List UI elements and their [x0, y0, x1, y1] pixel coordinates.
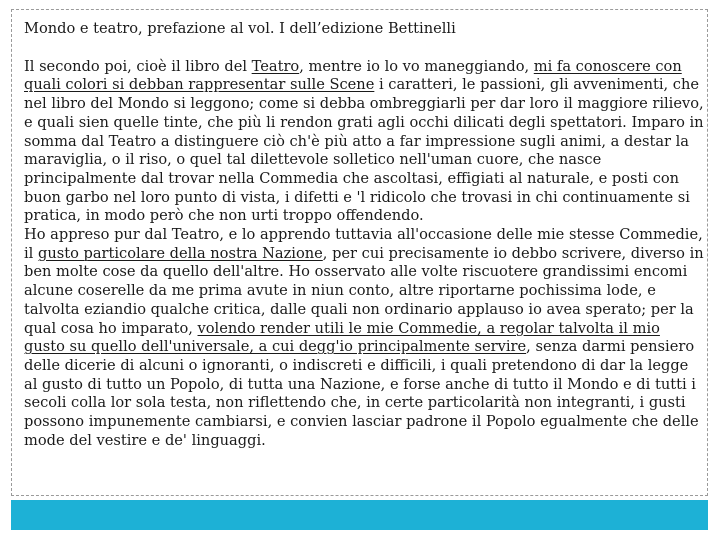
paragraph-2: [24, 226, 704, 450]
text-run: , per cui precisamente io debbo scrivere, diverso in ben molte cose da quello dell'altre. Ho osservato alle volte riscuotere grandissimi encomi alcune coserelle da me prima avute in niun conto, altre riportarne pochissima lode, e talvolta eziandio qualche critica, dalle quali non ordinario applauso io avea sperato; per la qual cosa ho imparato,: [24, 244, 704, 337]
text-body[interactable]: [24, 20, 704, 450]
text-run: , senza darmi pensiero delle dicerie di alcuni o ignoranti, o indiscreti e difficili, i quali pretendono di dar la legge al gusto di tutto un Popolo, di tutta una Nazione, e forse anche di tutto il Mondo e di tutti i secoli colla lor sola testa, non riflettendo che, in certe particolarità non integranti, i gusti possono impunemente cambiarsi, e convien lasciar padrone il Popolo egualmente che delle mode del vestire e de' linguaggi.: [24, 338, 699, 449]
underlined-phrase: mi fa conoscere con quali colori si debban rappresentar sulle Scene: [24, 57, 682, 94]
underlined-phrase: volendo render utili le mie Commedie, a regolar talvolta il mio gusto su quello dell'universale, a cui degg'io principalmente servire: [24, 319, 660, 356]
text-run: , mentre io lo vo maneggiando,: [299, 57, 534, 75]
underlined-phrase: Teatro: [251, 57, 300, 75]
paragraph-1: [24, 58, 704, 226]
slide-title: Mondo e teatro, prefazione al vol. I dell’edizione Bettinelli: [24, 20, 456, 37]
text-run: i caratteri, le passioni, gli avvenimenti, che nel libro del Mondo si leggono; come si debba ombreggiarli per dar loro il maggiore rilievo, e quali sien quelle tinte, che più li rendon grati agli occhi dilicati degli spettatori. Imparo in somma dal Teatro a distinguere ciò ch'è più atto a far impressione sugli animi, a destar la maraviglia, o il riso, o quel tal dilettevole solletico nell'uman cuore, che nasce principalmente dal trovar nella Commedia che ascoltasi, effigiati al naturale, e posti con buon garbo nel loro punto di vista, i difetti e 'l ridicolo che trovasi in chi continuamente si pratica, in modo però che non urti troppo offendendo.: [24, 76, 704, 225]
accent-bar: [11, 500, 708, 530]
underlined-phrase: gusto particolare della nostra Nazione: [37, 244, 323, 262]
text-run: Ho appreso pur dal Teatro, e lo apprendo tuttavia all'occasione delle mie stesse Commedie, il: [24, 226, 703, 262]
text-run: Il secondo poi, cioè il libro del: [24, 57, 252, 75]
